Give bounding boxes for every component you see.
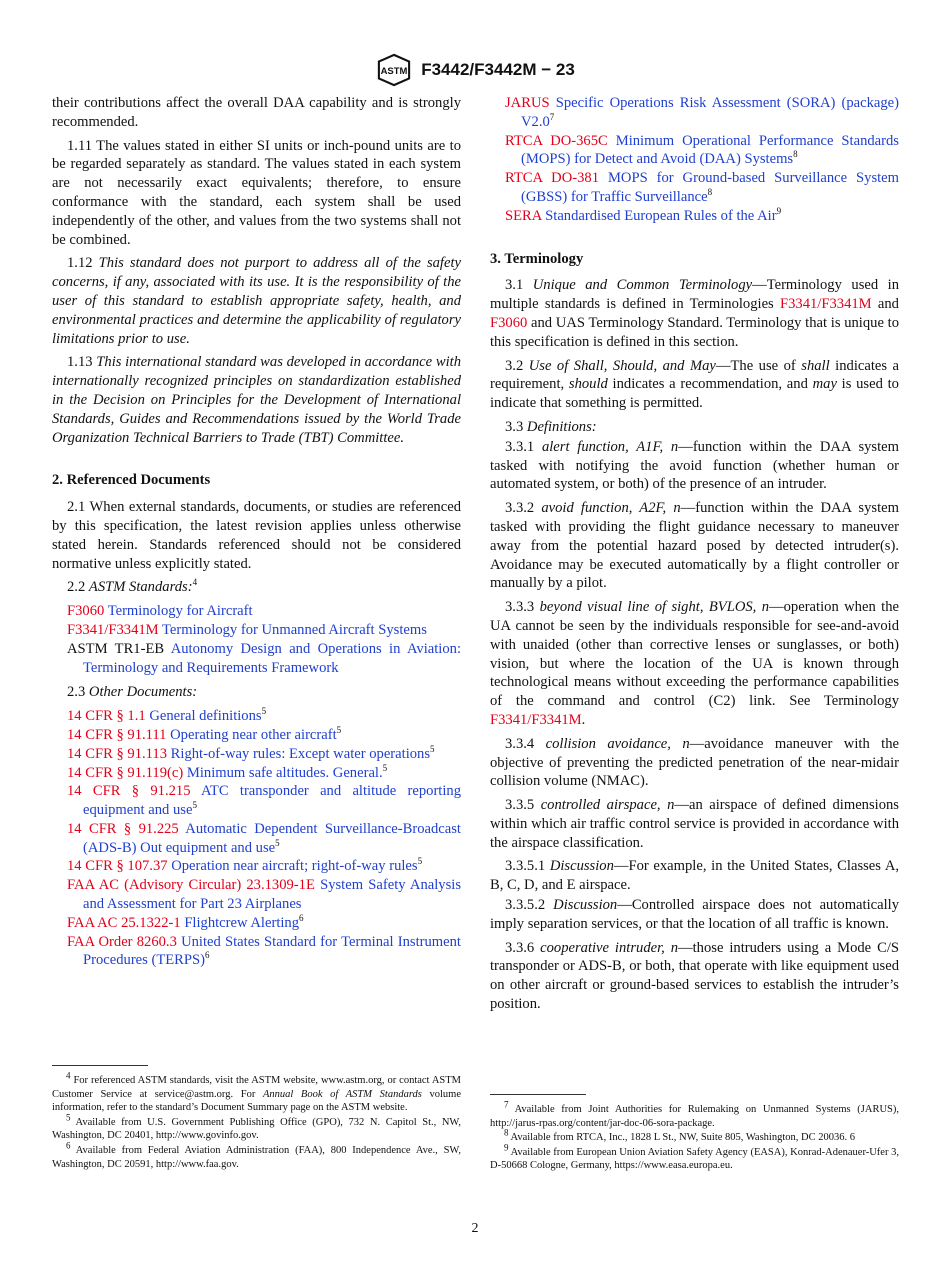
reference-item: FAA AC 25.1322-1 Flightcrew Alerting$^6$: [67, 913, 304, 931]
reference-code[interactable]: 14 CFR § 91.119(c): [67, 764, 184, 781]
reference-title[interactable]: MOPS for Ground-based Surveillance System (GBSS) for Traffic Surveillance: [521, 170, 900, 205]
heading-terminology: 3. Terminology: [490, 250, 584, 267]
reference-title[interactable]: System Safety Analysis and Assessment for Part 23 Airplanes: [83, 877, 462, 913]
reference-code: ASTM TR1-EB: [67, 640, 165, 657]
reference-item: 14 CFR § 107.37 Operation near aircraft; right-of-way rules$^5$: [67, 856, 423, 875]
footnote-9: $^9$ Available from European Union Aviation Safety Agency (EASA), Konrad-Adenauer-Ufer 3, D-50668 Cologne, Germany, https://www.easa.europa.eu.: [490, 1142, 900, 1172]
paragraph-continued: their contributions affect the overall DAA capability and is strongly recommended.: [52, 95, 461, 130]
reference-item: 14 CFR § 91.225 Automatic Dependent Surveillance-Broadcast (ADS-B) Out equipment and use$^5$: [67, 820, 461, 856]
reference-code[interactable]: 14 CFR § 91.225: [67, 820, 179, 837]
reference-item: [67, 621, 461, 640]
page-header: [0, 52, 950, 88]
definition-3-3-6: 3.3.6 cooperative intruder, n—those intruders using a Mode C/S transponder or ADS-B, or both, that operate with like equipment used on other aircraft or ground-based services to establish the intruder’s position.: [490, 939, 899, 1013]
reference-code[interactable]: SERA: [505, 207, 542, 224]
footnote-4: $^4$ For referenced ASTM standards, visit the ASTM website, www.astm.org, or contact ASTM Customer Service at service@astm.org. For Annual Book of ASTM Standards volume information, refer to the standard’s Document Summary page on the ASTM website.: [52, 1070, 462, 1114]
logo-text: ASTM: [380, 65, 408, 77]
section-2-1: 2.1 When external standards, documents, or studies are referenced by this specification, the latest revision applies unless otherwise stated herein. Standards referenced should not be considered normative unless explicitly stated.: [52, 499, 461, 572]
reference-code[interactable]: 14 CFR § 91.215: [67, 783, 191, 800]
left-column: [52, 94, 461, 970]
reference-item: 14 CFR § 91.113 Right-of-way rules: Except water operations$^5$: [67, 743, 435, 762]
discussion-3-3-5-1: 3.3.5.1 Discussion—For example, in the United States, Classes A, B, C, D, and E airspace.: [490, 858, 900, 894]
reference-item: RTCA DO-381 MOPS for Ground-based Surveillance System (GBSS) for Traffic Surveillance$^8$: [505, 170, 900, 205]
reference-code[interactable]: 14 CFR § 91.113: [67, 745, 168, 762]
reference-title[interactable]: Right-of-way rules: Except water operations: [170, 745, 431, 762]
footnote-divider: [490, 1094, 586, 1095]
other-reference-list: [52, 707, 461, 970]
definition-3-3-2: 3.3.2 avoid function, A2F, n—function within the DAA system tasked with providing the flight guidance necessary to maneuver away from the potential hazard posed by detected intruder(s). Avoidance may be executed automatically by a flight controller or manually by a pilot.: [490, 500, 899, 592]
reference-title[interactable]: Standardised European Rules of the Air: [545, 207, 777, 224]
reference-code[interactable]: RTCA DO-365C: [505, 132, 608, 149]
reference-code[interactable]: F3060: [67, 603, 105, 620]
reference-item: 14 CFR § 1.1 General definitions$^5$: [67, 706, 267, 725]
section-1-11: 1.11 The values stated in either SI units or inch-pound units are to be regarded separately as standard. The values stated in each system are not necessarily exact equivalents; therefore, to ensure conformance with the standard, each system shall be used independently of the other, and values from the two systems shall not be combined.: [52, 137, 461, 248]
reference-item: RTCA DO-365C Minimum Operational Performance Standards (MOPS) for Detect and Avoid (DAA) Systems$^8$: [505, 132, 899, 168]
reference-title[interactable]: General definitions: [149, 708, 262, 725]
reference-item: [67, 640, 461, 678]
reference-item: [67, 876, 461, 914]
reference-item: 14 CFR § 91.215 ATC transponder and altitude reporting equipment and use$^5$: [67, 783, 462, 819]
reference-item: 14 CFR § 91.119(c) Minimum safe altitudes. General.$^5$: [67, 762, 388, 781]
reference-code[interactable]: 14 CFR § 107.37: [67, 858, 168, 875]
reference-item: SERA Standardised European Rules of the Air$^9$: [505, 205, 782, 224]
reference-title[interactable]: United States Standard for Terminal Instrument Procedures (TERPS): [83, 933, 461, 969]
reference-item: JARUS Specific Operations Risk Assessment (SORA) (package) $V2.0^7$: [505, 95, 899, 130]
reference-title[interactable]: Minimum Operational Performance Standards (MOPS) for Detect and Avoid (DAA) Systems: [521, 132, 899, 168]
reference-title[interactable]: Automatic Dependent Surveillance-Broadcast (ADS-B) Out equipment and use: [83, 820, 461, 856]
reference-code[interactable]: FAA AC 25.1322-1: [67, 914, 181, 931]
footnote-7: $^7$ Available from Joint Authorities for Rulemaking on Unmanned Systems (JARUS), http://jarus-rpas.org/content/jar-doc-06-sora-package.: [490, 1099, 899, 1129]
reference-title[interactable]: Terminology for Unmanned Aircraft Systems: [162, 621, 427, 638]
reference-item: FAA Order 8260.3 United States Standard for Terminal Instrument Procedures (TERPS)$^6$: [67, 933, 461, 969]
inline-reference[interactable]: F3060: [490, 314, 528, 331]
section-3-2: 3.2 Use of Shall, Should, and May—The use of shall indicates a requirement, should indicates a recommendation, and may is used to indicate that something is permitted.: [490, 357, 900, 412]
reference-code[interactable]: FAA AC (Advisory Circular) 23.1309-1E: [67, 877, 315, 894]
other-reference-list-continued: [490, 94, 899, 226]
inline-reference[interactable]: F3341/F3341M: [490, 711, 582, 728]
definition-3-3-1: 3.3.1 alert function, A1F, n—function within the DAA system tasked with notifying the avoid function (whether human or automated system, or both) of the presence of an intruder.: [490, 438, 899, 493]
reference-title[interactable]: Flightcrew Alerting: [184, 914, 300, 931]
reference-title[interactable]: Specific Operations Risk Assessment (SORA) (package) V2.0: [521, 95, 899, 130]
reference-title[interactable]: Operating near other aircraft: [170, 726, 337, 743]
section-2-3: 2.3 Other Documents:: [67, 684, 198, 701]
definition-3-3-4: 3.3.4 collision avoidance, n—avoidance maneuver with the objective of preventing the predicted penetration of the near-midair collision volume (NMAC).: [490, 735, 900, 790]
section-3-3: 3.3 Definitions:: [505, 418, 597, 435]
reference-code[interactable]: 14 CFR § 91.111: [67, 726, 167, 743]
reference-title[interactable]: Autonomy Design and Operations in Aviation: Terminology and Requirements Framework: [83, 640, 462, 676]
footnote-5: $^5$ Available from U.S. Government Publishing Office (GPO), 732 N. Capitol St., NW, Washington, DC 20401, http://www.govinfo.gov.: [52, 1112, 461, 1142]
inline-reference[interactable]: F3341/F3341M: [780, 296, 872, 313]
right-column: [490, 94, 899, 1019]
section-2-2: 2.2 ASTM Standards:$^4$: [67, 577, 198, 596]
footnote-8: $^8$ Available from RTCA, Inc., 1828 L St., NW, Suite 805, Washington, DC 20036. 6: [504, 1127, 855, 1144]
reference-code[interactable]: FAA Order 8260.3: [67, 933, 177, 950]
definition-3-3-3: 3.3.3 beyond visual line of sight, BVLOS, n—operation when the UA cannot be seen by the individuals responsible for see-and-avoid with unaided (other than corrective lenses or sunglasses, or both) vision, but where the location of the UA is known through technological means without exceeding the performance capabilities of the command and control (C2) link. See Terminology F3341/F3341M.: [490, 599, 899, 728]
section-1-12: 1.12 This standard does not purport to address all of the safety concerns, if any, associated with its use. It is the responsibility of the user of this standard to establish appropriate safety, health, and environmental practices and determine the applicability of regulatory limitations prior to use.: [52, 255, 461, 347]
section-1-13: 1.13 This international standard was developed in accordance with internationally recognized principles on standardization established in the Decision on Principles for the Development of International Standards, Guides and Recommendations issued by the World Trade Organization Technical Barriers to Trade (TBT) Committee.: [52, 354, 461, 446]
reference-title[interactable]: Operation near aircraft; right-of-way rules: [171, 858, 418, 875]
definition-3-3-5: 3.3.5 controlled airspace, n—an airspace of defined dimensions within which air traffic control service is provided in accordance with the airspace classification.: [490, 797, 899, 851]
discussion-3-3-5-2: 3.3.5.2 Discussion—Controlled airspace does not automatically imply separation services, or that the location of all traffic is known.: [490, 897, 899, 932]
section-3-1: 3.1 Unique and Common Terminology—Terminology used in multiple standards is defined in Terminologies F3341/F3341M and F3060 and UAS Terminology Standard. Terminology that is unique to this specification is defined in this section.: [490, 277, 900, 350]
reference-code[interactable]: RTCA DO-381: [505, 170, 599, 187]
reference-title[interactable]: Terminology for Aircraft: [107, 603, 253, 620]
reference-title[interactable]: Minimum safe altitudes. General.: [186, 764, 383, 781]
footnote-6: $^6$ Available from Federal Aviation Administration (FAA), 800 Independence Ave., SW, Washington, DC 20591, http://www.faa.gov.: [52, 1140, 461, 1170]
left-footnotes: [52, 1065, 461, 1172]
astm-logo: [375, 53, 413, 87]
standard-designation: F3442/F3442M − 23: [421, 60, 575, 79]
reference-item: 14 CFR § 91.111 Operating near other aircraft$^5$: [67, 725, 342, 743]
footnote-divider: [52, 1065, 148, 1066]
astm-reference-list: [52, 602, 461, 677]
reference-code[interactable]: F3341/F3341M: [67, 621, 159, 638]
reference-item: [67, 602, 461, 621]
reference-code[interactable]: JARUS: [505, 95, 550, 111]
reference-code[interactable]: 14 CFR § 1.1: [67, 708, 146, 725]
reference-title[interactable]: ATC transponder and altitude reporting equipment and use: [83, 783, 462, 819]
page-number: 2: [471, 1221, 479, 1236]
heading-referenced-documents: 2. Referenced Documents: [52, 472, 211, 489]
right-footnotes: [490, 1094, 899, 1174]
